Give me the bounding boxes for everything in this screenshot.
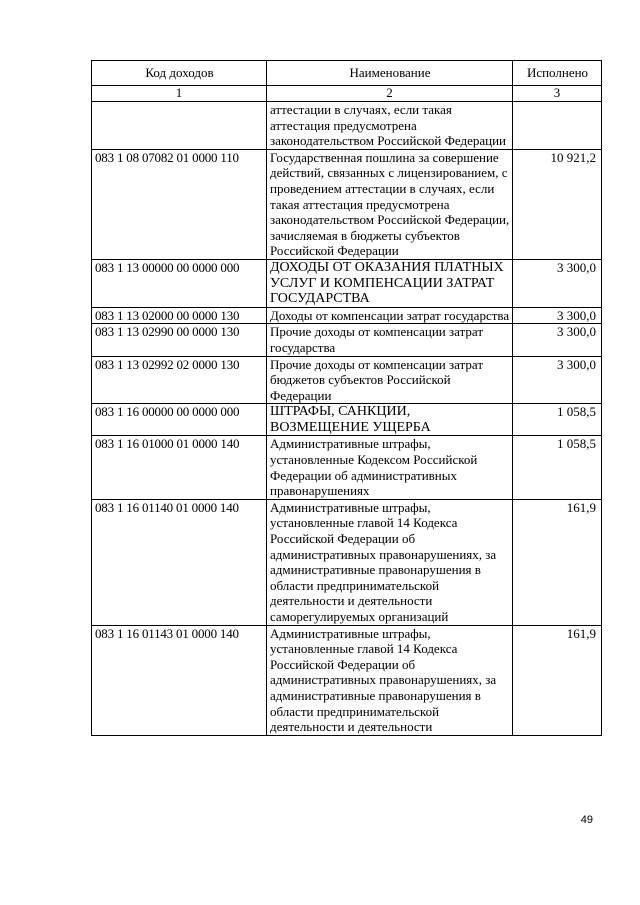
table-row — [92, 259, 602, 307]
table-row — [92, 324, 602, 356]
table-row — [92, 404, 602, 436]
row-code — [92, 102, 267, 150]
table-row — [92, 499, 602, 625]
row-code: 083 1 16 01140 01 0000 140 — [92, 499, 267, 625]
row-amount: 1 058,5 — [513, 436, 602, 499]
row-name: Доходы от компенсации затрат государства — [267, 307, 513, 324]
table-row — [92, 307, 602, 324]
column-number-1: 1 — [92, 86, 267, 102]
column-number-row — [92, 86, 602, 102]
table-row — [92, 625, 602, 735]
row-name: Административные штрафы, установленные главой 14 Кодекса Российской Федерации об административных правонарушениях, за административные правонарушения в области предпринимательской деятельности и деятельности саморегулируемых организаций — [267, 499, 513, 625]
table-row — [92, 102, 602, 150]
header-row — [92, 61, 602, 86]
row-amount — [513, 102, 602, 150]
row-name: Прочие доходы от компенсации затрат государства — [267, 324, 513, 356]
header-code: Код доходов — [92, 61, 267, 86]
row-name: аттестации в случаях, если такая аттестация предусмотрена законодательством Российской Федерации — [267, 102, 513, 150]
row-amount: 3 300,0 — [513, 356, 602, 404]
table-row — [92, 149, 602, 259]
row-code: 083 1 16 01000 01 0000 140 — [92, 436, 267, 499]
row-name: Государственная пошлина за совершение действий, связанных с лицензированием, с проведением аттестации в случаях, если такая аттестация предусмотрена законодательством Российской Федерации, зачисляемая в бюджеты субъектов Российской Федерации — [267, 149, 513, 259]
row-amount: 3 300,0 — [513, 324, 602, 356]
revenue-table — [91, 60, 602, 736]
row-amount: 161,9 — [513, 499, 602, 625]
row-code: 083 1 13 02000 00 0000 130 — [92, 307, 267, 324]
column-number-3: 3 — [513, 86, 602, 102]
header-name: Наименование — [267, 61, 513, 86]
row-name: ШТРАФЫ, САНКЦИИ, ВОЗМЕЩЕНИЕ УЩЕРБА — [267, 404, 513, 436]
table-row — [92, 356, 602, 404]
row-amount: 161,9 — [513, 625, 602, 735]
column-number-2: 2 — [267, 86, 513, 102]
row-amount: 10 921,2 — [513, 149, 602, 259]
row-code: 083 1 13 02992 02 0000 130 — [92, 356, 267, 404]
row-code: 083 1 13 00000 00 0000 000 — [92, 259, 267, 307]
page-number: 49 — [580, 814, 593, 826]
row-name: Административные штрафы, установленные главой 14 Кодекса Российской Федерации об административных правонарушениях, за административные правонарушения в области предпринимательской деятельности и деятельности — [267, 625, 513, 735]
row-name: Административные штрафы, установленные Кодексом Российской Федерации об административных правонарушениях — [267, 436, 513, 499]
row-amount: 1 058,5 — [513, 404, 602, 436]
row-name: Прочие доходы от компенсации затрат бюджетов субъектов Российской Федерации — [267, 356, 513, 404]
row-code: 083 1 16 01143 01 0000 140 — [92, 625, 267, 735]
row-code: 083 1 13 02990 00 0000 130 — [92, 324, 267, 356]
row-amount: 3 300,0 — [513, 307, 602, 324]
row-name: ДОХОДЫ ОТ ОКАЗАНИЯ ПЛАТНЫХ УСЛУГ И КОМПЕНСАЦИИ ЗАТРАТ ГОСУДАРСТВА — [267, 259, 513, 307]
table-row — [92, 436, 602, 499]
header-amount: Исполнено — [513, 61, 602, 86]
row-code: 083 1 16 00000 00 0000 000 — [92, 404, 267, 436]
row-code: 083 1 08 07082 01 0000 110 — [92, 149, 267, 259]
row-amount: 3 300,0 — [513, 259, 602, 307]
